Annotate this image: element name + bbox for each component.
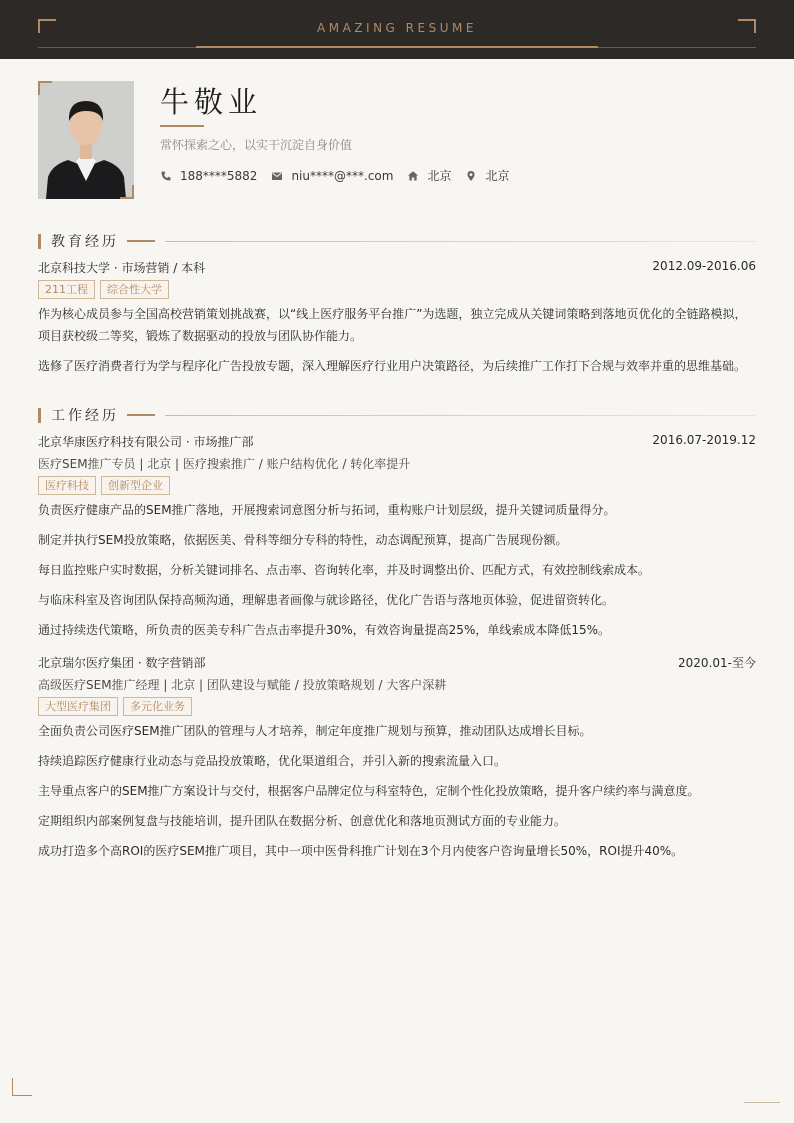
avatar-corner-bottom-right [120, 185, 134, 199]
hometown-text: 北京 [427, 169, 452, 183]
job-bullet: 通过持续迭代策略，所负责的医美专科广告点击率提升30%，有效咨询量提高25%，单线索成本降低15%。 [38, 623, 611, 637]
tag: 大型医疗集团 [38, 697, 118, 716]
tag: 创新型企业 [101, 476, 170, 495]
school-name: 北京科技大学 · 市场营销 / 本科 [38, 261, 206, 275]
education-tags [38, 280, 174, 299]
education-period: 2012.09-2016.06 [652, 259, 756, 273]
education-paragraph: 作为核心成员参与全国高校营销策划挑战赛，以“线上医疗服务平台推广”为选题，独立完成从关键词策略到落地页优化的全链路模拟，项目获校级二等奖，锻炼了数据驱动的投放与团队协作能力。 [38, 307, 747, 343]
contact-row [160, 167, 523, 184]
location-text: 北京 [485, 169, 510, 183]
tag: 多元化业务 [123, 697, 192, 716]
education-section-header [38, 231, 756, 251]
contact-phone [160, 169, 257, 183]
job-bullet: 主导重点客户的SEM推广方案设计与交付，根据客户品牌定位与科室特色，定制个性化投放策略，提升客户续约率与满意度。 [38, 784, 700, 798]
brand-title: AMAZING RESUME [317, 21, 477, 35]
job-tags [38, 476, 175, 495]
job-role: 高级医疗SEM推广经理 | 北京 | 团队建设与赋能 / 投放策略规划 / 大客户深耕 [38, 678, 447, 692]
education-entry-header [38, 259, 756, 276]
motto: 常怀探索之心，以实干沉淀自身价值 [160, 138, 353, 152]
job-bullet: 全面负责公司医疗SEM推广团队的管理与人才培养，制定年度推广规划与预算，推动团队达成增长目标。 [38, 724, 592, 738]
job-bullet: 每日监控账户实时数据，分析关键词排名、点击率、咨询转化率，并及时调整出价、匹配方式，有效控制线索成本。 [38, 563, 651, 577]
job-header [38, 654, 756, 671]
contact-email [271, 169, 393, 183]
section-line [165, 415, 756, 416]
education-paragraph: 选修了医疗消费者行为学与程序化广告投放专题，深入理解医疗行业用户决策路径，为后续推广工作打下合规与效率并重的思维基础。 [38, 359, 747, 373]
education-title: 教育经历 [51, 234, 119, 250]
name-underline [160, 125, 204, 127]
header-divider-accent [196, 46, 598, 48]
job-header [38, 433, 756, 450]
job-role: 医疗SEM推广专员 | 北京 | 医疗搜索推广 / 账户结构优化 / 转化率提升 [38, 457, 411, 471]
avatar [38, 81, 134, 199]
job-bullet: 成功打造多个高ROI的医疗SEM推广项目，其中一项中医骨科推广计划在3个月内使客户咨询量增长50%，ROI提升40%。 [38, 844, 684, 858]
candidate-name: 牛敬业 [160, 85, 263, 119]
section-dash [127, 414, 155, 416]
contact-location [465, 167, 509, 184]
job-bullet: 定期组织内部案例复盘与技能培训，提升团队在数据分析、创意优化和落地页测试方面的专业能力。 [38, 814, 567, 828]
job-period: 2016.07-2019.12 [652, 433, 756, 447]
job-period: 2020.01-至今 [678, 656, 756, 670]
tag: 医疗科技 [38, 476, 96, 495]
section-marker [38, 408, 41, 423]
avatar-corner-top-left [38, 81, 52, 95]
job-bullet: 制定并执行SEM投放策略，依据医美、骨科等细分专科的特性，动态调配预算，提高广告展现份额。 [38, 533, 568, 547]
company-name: 北京瑞尔医疗集团 · 数字营销部 [38, 656, 206, 670]
job-bullet: 负责医疗健康产品的SEM推广落地，开展搜索词意图分析与拓词，重构账户计划层级，提升关键词质量得分。 [38, 503, 616, 517]
avatar-portrait [38, 81, 134, 199]
job-bullet: 持续追踪医疗健康行业动态与竞品投放策略，优化渠道组合，并引入新的搜索流量入口。 [38, 754, 507, 768]
section-marker [38, 234, 41, 249]
footer-line-right [744, 1102, 780, 1103]
tag: 综合性大学 [100, 280, 169, 299]
phone-text: 188****5882 [180, 168, 258, 183]
contact-hometown [407, 167, 451, 184]
mail-icon [271, 170, 283, 182]
job-tags [38, 697, 197, 716]
section-line [165, 241, 756, 242]
phone-icon [160, 170, 172, 182]
location-pin-icon [465, 170, 477, 182]
footer-corner-left [12, 1078, 32, 1096]
company-name: 北京华康医疗科技有限公司 · 市场推广部 [38, 435, 254, 449]
tag: 211工程 [38, 280, 95, 299]
work-section-header [38, 405, 756, 425]
work-title: 工作经历 [51, 408, 119, 424]
email-text: niu****@***.com [291, 168, 394, 183]
section-dash [127, 240, 155, 242]
home-icon [407, 170, 419, 182]
job-bullet: 与临床科室及咨询团队保持高频沟通，理解患者画像与就诊路径，优化广告语与落地页体验，促进留资转化。 [38, 593, 615, 607]
